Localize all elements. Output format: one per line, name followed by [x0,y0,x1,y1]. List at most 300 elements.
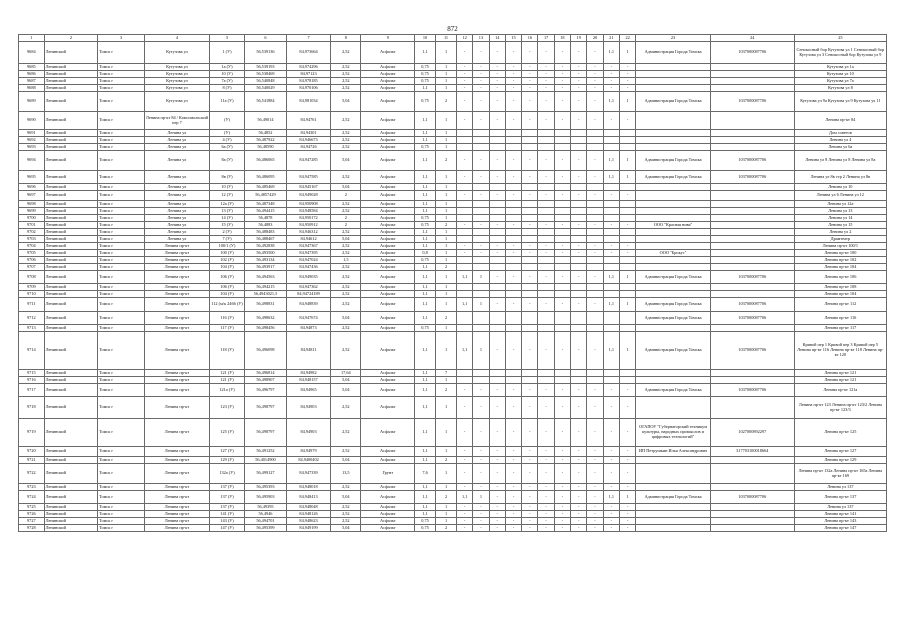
table-cell: 56,540848 [244,78,286,85]
table-cell: 2,52 [331,504,361,511]
table-cell [554,325,570,332]
table-cell: - [489,484,505,491]
table-cell [587,257,603,264]
table-cell: Ленина пр-кт 100/1 [794,243,886,250]
table-cell: Администрация Города Томска [636,491,711,504]
table-cell [489,215,505,222]
table-cell: 84,950912 [286,222,330,229]
table-cell: - [619,518,635,525]
table-cell: 56,499127 [244,464,286,484]
table-cell [457,312,473,325]
table-cell [710,201,794,208]
table-cell: - [587,42,603,64]
table-cell [538,215,554,222]
table-cell: 9704 [19,243,45,250]
table-cell [538,325,554,332]
table-row [19,112,887,130]
table-cell: Ленина пр-кт 132а Ленина пр-кт 165а Ленина пр-кт 169 [794,464,886,484]
table-cell: 9698 [19,201,45,208]
table-cell: - [587,112,603,130]
table-cell: - [554,298,570,312]
table-cell: 9701 [19,222,45,229]
table-cell: - [554,457,570,464]
table-cell: 9726 [19,511,45,518]
table-cell: 1 [436,201,457,208]
table-cell: 2,52 [331,42,361,64]
table-cell: Ленина ул [144,184,209,191]
table-cell: Ленина пр-кт 125 [794,419,886,447]
table-cell: - [554,525,570,532]
table-cell: 56,49014 [244,112,286,130]
table-cell: 112 (м/к 2466 (У) [210,298,245,312]
table-cell: Ленинский [44,397,98,419]
table-cell: - [457,71,473,78]
table-cell: Томск г [98,42,145,64]
table-cell: Томск г [98,215,145,222]
table-cell: Ленинский [44,525,98,532]
table-cell [473,325,489,332]
table-cell: - [554,397,570,419]
table-cell: - [457,250,473,257]
table-cell: Ленинский [44,215,98,222]
table-cell: 56,498797 [244,419,286,447]
table-row [19,525,887,532]
table-cell [489,312,505,325]
table-cell: 102 (У) [210,257,245,264]
column-number: 13 [473,35,489,42]
table-row [19,151,887,171]
table-row [19,325,887,332]
table-cell [587,208,603,215]
table-cell: Кутузова ул [144,42,209,64]
table-cell [603,257,619,264]
table-cell: - [554,250,570,257]
table-cell: 2,52 [331,325,361,332]
table-cell: - [457,511,473,518]
table-cell: - [571,518,587,525]
table-cell: - [538,271,554,284]
table-cell: - [505,271,521,284]
table-cell [505,130,521,137]
table-cell: - [522,464,538,484]
table-cell: - [571,447,587,457]
table-cell: 1 [436,257,457,264]
table-cell: 56,4883 [244,222,286,229]
table-cell: - [457,151,473,171]
table-cell: Ленина пр-кт 108 [794,284,886,291]
table-cell: Ленина пр-кт [144,464,209,484]
table-cell [505,144,521,151]
table-cell: Ленинский [44,284,98,291]
table-cell: - [489,518,505,525]
table-cell: 56,493917 [244,264,286,271]
table-cell: - [554,92,570,112]
table-cell: 56,498831 [244,298,286,312]
table-cell: 1 [436,71,457,78]
table-cell [457,144,473,151]
table-cell: - [473,42,489,64]
table-cell: 1,1 [415,243,436,250]
table-cell: - [571,464,587,484]
table-cell: - [489,447,505,457]
table-row [19,271,887,284]
table-cell: 5,04 [331,312,361,325]
table-cell: 2 [331,215,361,222]
table-cell: - [522,419,538,447]
table-cell: Асфальт [361,264,415,271]
table-cell: Томск г [98,525,145,532]
table-cell [619,377,635,384]
table-cell: 5,04 [331,491,361,504]
table-cell [636,64,711,71]
table-cell [619,229,635,236]
table-row [19,144,887,151]
table-cell: - [489,222,505,229]
table-cell: - [587,64,603,71]
table-cell: Ленинский [44,112,98,130]
table-cell: 0,75 [415,78,436,85]
table-cell [505,284,521,291]
table-cell [587,264,603,271]
table-cell [473,370,489,377]
table-cell: 9717 [19,384,45,397]
table-cell: Ленинский [44,271,98,284]
table-cell [710,144,794,151]
table-cell: Драмтеатр [794,236,886,243]
table-cell [710,215,794,222]
table-cell: 56,491252 [244,447,286,457]
table-cell: Ленина ул 8 Ленина ул 8 Ленина ул 8а [794,151,886,171]
table-cell [636,85,711,92]
table-cell: 1а (У) [210,64,245,71]
table-cell: - [554,191,570,201]
table-cell: - [489,71,505,78]
table-cell: Администрация Города Томска [636,92,711,112]
table-cell: 84,94965 [286,384,330,397]
table-cell: 56,4014900 [244,457,286,464]
table-cell: Администрация Города Томска [636,332,711,370]
table-cell: - [571,525,587,532]
table-cell: Ленина ул 6 Ленина ул 12 [794,191,886,201]
table-cell [571,184,587,191]
table-cell: - [619,191,635,201]
table-cell: - [473,171,489,184]
table-cell: Ленина пр-кт 123 Ленина пр-кт 123/2 Ленина пр-кт 123/3 [794,397,886,419]
table-cell: 0,75 [415,518,436,525]
table-cell: Томск г [98,397,145,419]
table-cell: 1,1 [415,447,436,457]
table-cell [587,144,603,151]
table-cell: - [522,64,538,71]
table-cell [554,215,570,222]
table-cell [587,284,603,291]
table-cell: 7 (У) [210,236,245,243]
table-cell: 1 [436,184,457,191]
table-cell: Ленина пр-кт [144,243,209,250]
table-cell: - [538,71,554,78]
column-number: 16 [522,35,538,42]
table-cell: Ленина ул [144,191,209,201]
table-cell: 1 [436,511,457,518]
table-cell [710,191,794,201]
table-cell: Томск г [98,201,145,208]
table-cell: Томск г [98,171,145,184]
table-cell: - [554,518,570,525]
table-cell: Асфальт [361,144,415,151]
table-cell: - [505,332,521,370]
table-cell: 84,94612 [286,236,330,243]
table-cell [505,137,521,144]
table-cell [603,130,619,137]
column-number: 3 [98,35,145,42]
table-cell: 84,947585 [286,171,330,184]
table-cell: 9714 [19,332,45,370]
table-cell [603,184,619,191]
table-cell: Ленина ул [144,137,209,144]
table-cell: Кутузова ул 7а [794,78,886,85]
table-cell: 137 (У) [210,504,245,511]
table-cell: Ленина ул [144,229,209,236]
table-cell: 1 [436,144,457,151]
table-cell [473,137,489,144]
table-cell: 9694 [19,151,45,171]
table-cell: 1 [436,397,457,419]
table-cell [587,229,603,236]
table-cell [505,184,521,191]
table-cell: Ленинский [44,151,98,171]
table-cell: - [554,78,570,85]
table-cell: Асфальт [361,215,415,222]
table-cell: 1 [619,298,635,312]
table-cell [587,291,603,298]
table-cell: - [619,511,635,518]
table-cell: - [473,447,489,457]
table-cell [603,229,619,236]
table-cell [489,377,505,384]
table-cell: Ленинский [44,370,98,377]
table-cell: 7а (У) [210,78,245,85]
table-cell: Ленина пр-кт [144,491,209,504]
table-cell: 84,94979 [286,447,330,457]
table-cell: 1,1 [415,419,436,447]
table-cell: - [489,525,505,532]
table-cell: 84,9400402 [286,457,330,464]
table-cell: 2,52 [331,144,361,151]
table-cell: 9703 [19,236,45,243]
table-cell: 1037000087706 [710,332,794,370]
table-cell [587,130,603,137]
table-cell: - [538,464,554,484]
table-cell: 1037000087706 [710,171,794,184]
table-cell [554,257,570,264]
table-cell: 1,1 [415,291,436,298]
table-cell: 100 (У) [210,250,245,257]
table-cell: 56,495903 [244,491,286,504]
table-cell [710,257,794,264]
table-cell: 1 [473,332,489,370]
table-cell: Асфальт [361,71,415,78]
table-cell: - [522,447,538,457]
table-cell [603,377,619,384]
table-cell: Кутузова ул 9а Кутузова ул 9 Кутузова ул 11 [794,92,886,112]
table-cell: 2,52 [331,332,361,370]
table-cell: 84,948623 [286,518,330,525]
table-cell [538,312,554,325]
table-cell: - [473,243,489,250]
table-cell: - [473,112,489,130]
table-cell [522,257,538,264]
table-cell: 9686 [19,71,45,78]
table-cell: - [587,85,603,92]
table-cell: - [505,171,521,184]
table-cell: - [554,332,570,370]
table-cell [457,325,473,332]
table-cell [603,144,619,151]
table-cell [554,377,570,384]
table-cell: 2,52 [331,518,361,525]
table-cell: 147 (У) [210,525,245,532]
table-cell: Ленина пр-кт 121 [794,377,886,384]
table-cell: Томск г [98,236,145,243]
table-cell: Асфальт [361,130,415,137]
table-cell [710,130,794,137]
table-cell: 56,4946 [244,511,286,518]
table-cell: Сенокосный бор Кутузова ул 1 Сенокосный бор Кутузова ул 3 Сенокосный бор Кутузова ул 9 [794,42,886,64]
table-cell: 125 (У) [210,419,245,447]
table-cell: 7,6 [415,464,436,484]
table-cell: Ленина пр-кт [144,484,209,491]
table-cell: - [571,397,587,419]
table-cell: Томск г [98,257,145,264]
table-cell: 2,52 [331,298,361,312]
table-cell: Асфальт [361,457,415,464]
table-cell: - [489,64,505,71]
table-cell: 1 [436,518,457,525]
table-cell: 1,1 [415,377,436,384]
table-cell: Ленинский [44,312,98,325]
table-cell [505,291,521,298]
table-cell: - [505,511,521,518]
table-cell: 13 (У) [210,208,245,215]
table-cell: - [603,85,619,92]
table-cell: - [538,64,554,71]
table-cell: 9707 [19,264,45,271]
table-cell: - [457,457,473,464]
table-cell: 1 [619,491,635,504]
table-cell: - [603,397,619,419]
table-cell: 8в (У) [210,171,245,184]
column-number: 8 [331,35,361,42]
table-cell [710,504,794,511]
table-cell: - [571,71,587,78]
table-cell: 1 [436,419,457,447]
table-cell [636,201,711,208]
table-cell: Ленина ул 137 [794,504,886,511]
table-cell: - [489,42,505,64]
table-cell: - [473,151,489,171]
table-cell: Ленинский [44,504,98,511]
table-cell: 1 [473,298,489,312]
table-cell: - [571,64,587,71]
table-cell: 5,04 [331,525,361,532]
table-cell [619,370,635,377]
table-cell [505,377,521,384]
table-cell: - [538,384,554,397]
table-cell [619,208,635,215]
table-cell: Ленина пр-кт 84 [794,112,886,130]
table-cell: 1,1 [415,504,436,511]
table-cell [619,215,635,222]
table-cell: 2 [331,191,361,201]
table-cell [457,236,473,243]
table-cell: Асфальт [361,250,415,257]
table-cell [457,257,473,264]
table-cell: 56,539136 [244,42,286,64]
table-cell [538,201,554,208]
table-cell: - [571,151,587,171]
table-cell: Кривой пер 1 Кривой пер 3 Кривой пер 5 Ленина пр-кт 116 Ленина пр-кт 118 Ленина пр-кт 120 [794,332,886,370]
table-cell: 84,94726 [286,144,330,151]
table-cell: - [489,85,505,92]
table-cell: - [473,85,489,92]
table-row [19,257,887,264]
table-cell: 137 (У) [210,484,245,491]
table-cell [710,137,794,144]
table-cell: 84,947395 [286,250,330,257]
table-cell: Томск г [98,151,145,171]
table-cell: - [538,525,554,532]
table-cell [587,377,603,384]
table-cell: 5,04 [331,184,361,191]
table-cell [505,264,521,271]
table-cell: - [522,222,538,229]
table-cell: 1,1 [415,397,436,419]
column-number: 24 [710,35,794,42]
table-cell: 56,496814 [244,370,286,377]
table-cell [457,137,473,144]
table-cell: Ленина пр-кт [144,397,209,419]
table-cell [522,325,538,332]
table-cell: Кутузова ул 1а [794,64,886,71]
table-cell: 9728 [19,525,45,532]
table-cell [457,215,473,222]
table-cell [538,264,554,271]
table-cell: - [603,511,619,518]
table-cell: 56,494215 [244,284,286,291]
table-cell: 9724 [19,491,45,504]
table-cell: 12а (У) [210,201,245,208]
table-cell: 84,94873 [286,325,330,332]
table-cell: 1 [619,171,635,184]
table-cell [587,370,603,377]
table-cell: 1 [436,291,457,298]
table-cell: Асфальт [361,518,415,525]
table-cell: 1 [436,504,457,511]
table-cell [571,312,587,325]
table-cell: Ленина ул 10 [794,184,886,191]
table-cell: Ленина пр-кт 129 [794,457,886,464]
table-cell: Асфальт [361,397,415,419]
table-cell [710,71,794,78]
table-cell: Кутузова ул 8 [794,85,886,92]
table-cell: Ленинский [44,511,98,518]
table-cell [554,137,570,144]
table-cell: 2,52 [331,171,361,184]
table-cell [522,377,538,384]
table-cell: 84,94903 [286,419,330,447]
table-cell: 2 [436,457,457,464]
table-cell: 1 [436,137,457,144]
